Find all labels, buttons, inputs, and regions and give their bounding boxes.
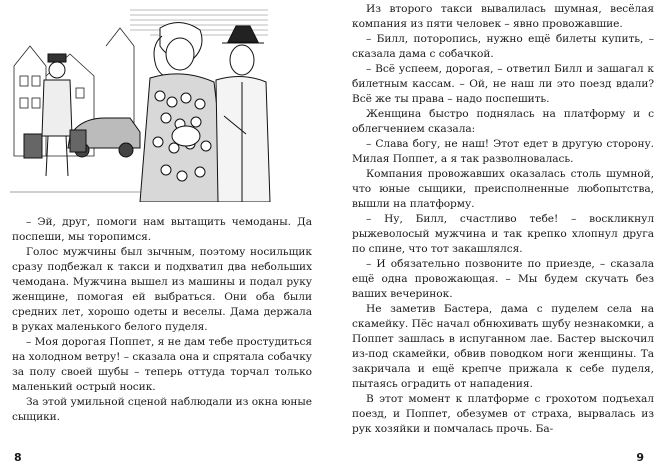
right-paragraph-1: Из второго такси вывалилась шумная, весёлая компания из пяти человек – явно провожавшие.	[352, 3, 654, 30]
right-paragraph-8: – И обязательно позвоните по приезде, – сказала ещё одна провожающая. – Мы будем скучать без ваших вечеринок.	[352, 258, 654, 300]
left-page-text	[12, 215, 312, 425]
poodle-icon	[172, 126, 200, 146]
right-paragraph-3: – Всё успеем, дорогая, – ответил Билл и зашагал к билетным кассам. – Ой, не наш ли это поезд вдали? Всё же ты права – надо поспешить.	[352, 63, 654, 105]
right-paragraph-7: – Ну, Билл, счастливо тебе! – воскликнул рыжеволосый мужчина и так крепко хлопнул друга по спине, что тот закашлялся.	[352, 213, 654, 255]
left-paragraph-1: – Эй, друг, помоги нам вытащить чемоданы. Да поспеши, мы торопимся.	[12, 216, 312, 243]
porter-figure	[24, 54, 86, 176]
street-scene-illustration	[10, 6, 272, 202]
left-paragraph-2: Голос мужчины был зычным, поэтому носильщик сразу подбежал к такси и подхватил два небольших чемодана. Мужчина вышел из машины и подал руку женщине, помогая ей выбраться. Они оба были средних лет, хорошо одеты и веселы. Дама держала в руках маленького белого пуделя.	[12, 246, 312, 333]
right-paragraph-10: В этот момент к платформе с грохотом подъехал поезд, и Поппет, обезумев от страха, вырвалась из рук хозяйки и помчалась прочь. Ба-	[352, 393, 654, 435]
right-paragraph-9: Не заметив Бастера, дама с пуделем села на скамейку. Пёс начал обнюхивать шубу незнакомки, а Поппет зашлась в испуганном лае. Бастер выскочил из-под скамейки, обвив поводком ноги женщины. Та закричала и ещё крепче прижала к себе пуделя, пытаясь оградить от нападения.	[352, 303, 654, 390]
right-paragraph-4: Женщина быстро поднялась на платформу и с облегчением сказала:	[352, 108, 654, 135]
right-paragraph-2: – Билл, поторопись, нужно ещё билеты купить, – сказала дама с собачкой.	[352, 33, 654, 60]
right-paragraph-6: Компания провожавших оказалась столь шумной, что юные сыщики, преисполненные любопытства, вышли на платформу.	[352, 168, 654, 210]
man-figure	[216, 26, 270, 202]
right-page-text	[352, 2, 654, 437]
left-paragraph-3: – Моя дорогая Поппет, я не дам тебе простудиться на холодном ветру! – сказала она и спрятала собачку за полу своей шубы – теперь оттуда торчал только маленький острый носик.	[12, 336, 312, 393]
right-page	[328, 0, 656, 472]
woman-figure	[140, 22, 228, 202]
right-paragraph-5: – Слава богу, не наш! Этот едет в другую сторону. Милая Поппет, а я так разволновалась.	[352, 138, 654, 165]
left-paragraph-4: За этой умильной сценой наблюдали из окна юные сыщики.	[12, 396, 313, 423]
page-number-right: 9	[636, 451, 644, 464]
page-number-left: 8	[14, 451, 22, 464]
